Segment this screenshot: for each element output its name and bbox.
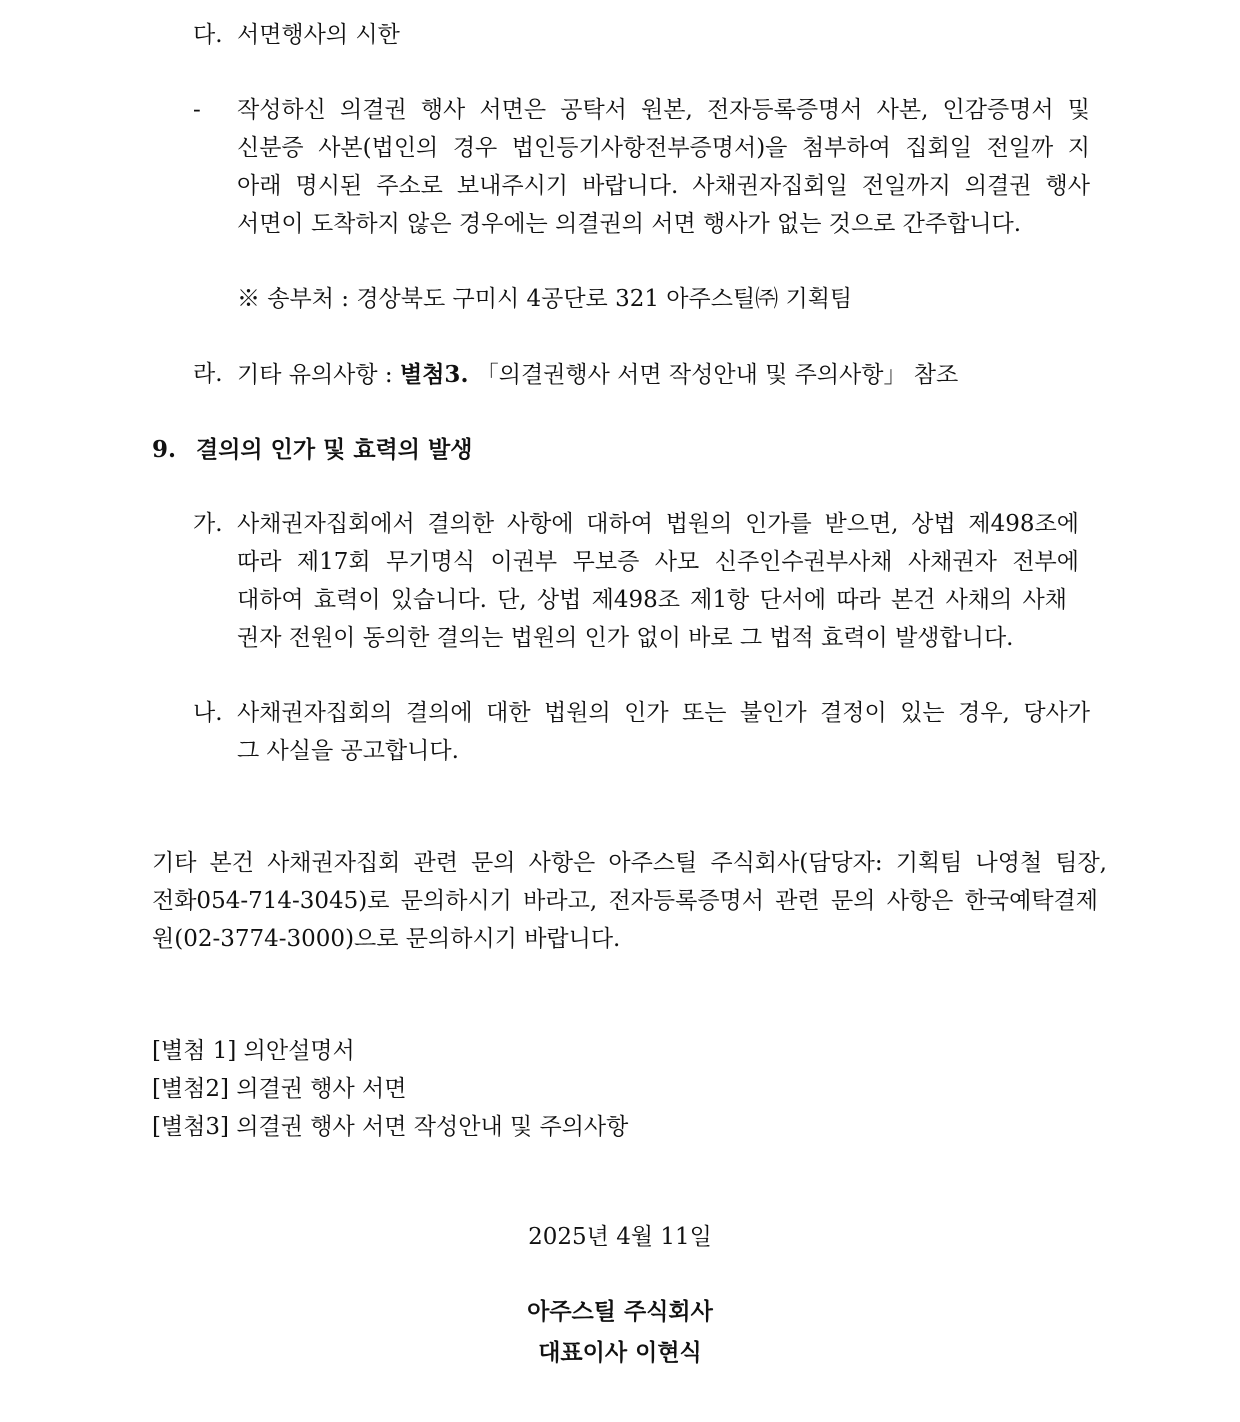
document-date: 2025년 4월 11일: [528, 1224, 712, 1250]
mailing-address: ※ 송부처 : 경상북도 구미시 4공단로 321 아주스틸㈜ 기획팀: [237, 286, 853, 312]
company-name: 아주스틸 주식회사: [527, 1298, 713, 1325]
section-ra-marker: 라.: [193, 361, 223, 387]
section-da-marker: 다.: [193, 22, 223, 48]
item-na-line-2: 그 사실을 공고합니다.: [237, 738, 459, 764]
item-ga-line-2: 따라 제17회 무기명식 이권부 무보증 사모 신주인수권부사채 사채권자 전부에: [237, 549, 1079, 575]
item-ga-marker: 가.: [193, 511, 223, 537]
attachment-2: [별첨2] 의결권 행사 서면: [152, 1076, 407, 1102]
section-da-title: 서면행사의 시한: [237, 22, 400, 48]
section-ra-bold-ref: 별첨3.: [400, 361, 469, 388]
deadline-line-1: 작성하신 의결권 행사 서면은 공탁서 원본, 전자등록증명서 사본, 인감증명서 및: [237, 97, 1090, 123]
section-9-number: 9.: [152, 436, 177, 463]
item-ga-line-4: 권자 전원이 동의한 결의는 법원의 인가 없이 바로 그 법적 효력이 발생합니다.: [237, 625, 1014, 651]
deadline-line-4: 서면이 도착하지 않은 경우에는 의결권의 서면 행사가 없는 것으로 간주합니다.: [237, 211, 1022, 237]
inquiry-line-1: 기타 본건 사채권자집회 관련 문의 사항은 아주스틸 주식회사(담당자: 기획팀 나영철 팀장,: [152, 850, 1107, 876]
deadline-line-3: 아래 명시된 주소로 보내주시기 바랍니다. 사채권자집회일 전일까지 의결권 행사: [237, 173, 1090, 199]
representative-name: 대표이사 이현식: [538, 1339, 702, 1366]
item-ga-line-3: 대하여 효력이 있습니다. 단, 상법 제498조 제1항 단서에 따라 본건 사채의 사채: [237, 587, 1067, 613]
item-na-line-1: 사채권자집회의 결의에 대한 법원의 인가 또는 불인가 결정이 있는 경우, 당사가: [237, 700, 1090, 726]
deadline-line-2: 신분증 사본(법인의 경우 법인등기사항전부증명서)을 첨부하여 집회일 전일까 지: [237, 135, 1090, 161]
section-ra-suffix: 「의결권행사 서면 작성안내 및 주의사항」 참조: [468, 362, 959, 388]
deadline-bullet: -: [193, 97, 201, 123]
attachment-3: [별첨3] 의결권 행사 서면 작성안내 및 주의사항: [152, 1114, 629, 1140]
section-ra-prefix: 기타 유의사항 :: [237, 362, 400, 388]
inquiry-line-2: 전화054-714-3045)로 문의하시기 바라고, 전자등록증명서 관련 문의 사항은 한국예탁결제: [152, 888, 1098, 914]
section-9-title: 결의의 인가 및 효력의 발생: [196, 436, 473, 463]
inquiry-line-3: 원(02-3774-3000)으로 문의하시기 바랍니다.: [152, 926, 621, 952]
item-na-marker: 나.: [193, 700, 223, 726]
item-ga-line-1: 사채권자집회에서 결의한 사항에 대하여 법원의 인가를 받으면, 상법 제498조에: [237, 511, 1079, 537]
attachment-1: [별첨 1] 의안설명서: [152, 1038, 355, 1064]
section-ra-text: [237, 363, 958, 387]
